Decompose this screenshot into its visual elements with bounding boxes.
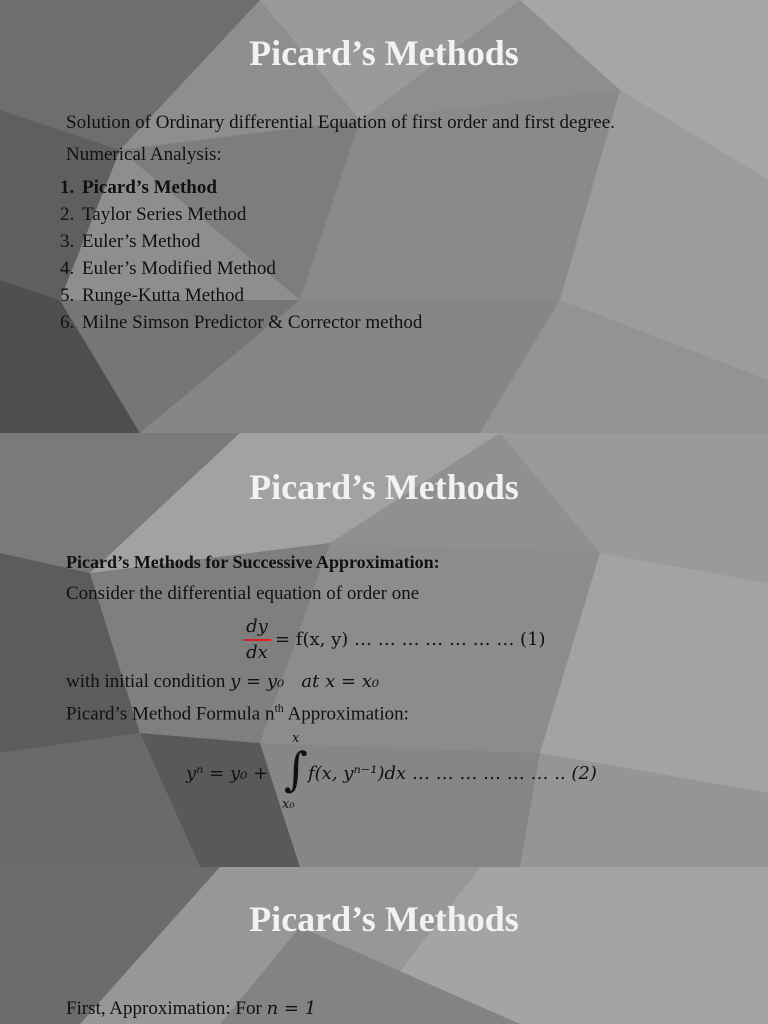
list-item [60,177,217,199]
initial-condition-prefix: with initial condition [66,671,231,692]
list-item [60,258,276,280]
slide-title: Picard’s Methods [249,33,519,73]
equation-2 [186,731,606,817]
section-heading: Picard’s Methods for Successive Approximation: [66,552,440,572]
formula-prefix: Picard’s Method Formula n [66,703,275,725]
fraction-denominator: dx [246,641,268,663]
equation-1-rhs: = f(x, y) … … … … … … … (1) [275,629,546,650]
list-number: 4. [60,258,75,279]
list-number: 5. [60,285,75,306]
equation-2-lhs: yⁿ = y₀ + [186,763,269,784]
list-label: Picard’s Method [82,177,217,198]
list-number: 2. [60,204,75,225]
first-approximation-math: n = 1 [266,998,317,1019]
integral-lower-limit: x₀ [282,797,295,812]
slide-title: Picard’s Methods [249,467,519,507]
formula-superscript: th [274,701,284,715]
slide-title: Picard’s Methods [249,899,519,939]
slide-1 [0,0,768,433]
description-text: Consider the differential equation of order one [66,583,420,604]
first-approximation [66,998,316,1020]
list-label: Milne Simson Predictor & Corrector method [82,312,423,333]
intro-text: Solution of Ordinary differential Equation of first order and first degree. [66,112,615,133]
list-label: Euler’s Modified Method [82,258,276,279]
formula-label [66,701,409,725]
subheading: Numerical Analysis: [66,144,222,165]
list-item [60,231,200,253]
list-number: 6. [60,312,75,333]
list-number: 1. [60,177,75,198]
list-label: Euler’s Method [82,231,201,252]
slide-3 [0,867,768,1024]
list-label: Runge-Kutta Method [82,285,245,306]
list-item [60,204,246,226]
fraction-bar [243,639,271,641]
formula-suffix: Approximation: [283,703,409,725]
slide-2 [0,433,768,867]
list-number: 3. [60,231,75,252]
initial-condition [66,671,379,693]
equation-2-integrand: f(x, yⁿ⁻¹)dx … … … … … … .. (2) [308,763,597,784]
first-approximation-prefix: First, Approximation: For [66,998,267,1019]
list-item [60,285,244,307]
integral-sign: ∫ [284,742,308,796]
fraction-numerator: dy [246,616,268,637]
initial-condition-math: y = y₀ at x = x₀ [230,671,380,692]
list-item [60,312,422,334]
integral-upper-limit: x [292,731,300,746]
list-label: Taylor Series Method [82,204,247,225]
